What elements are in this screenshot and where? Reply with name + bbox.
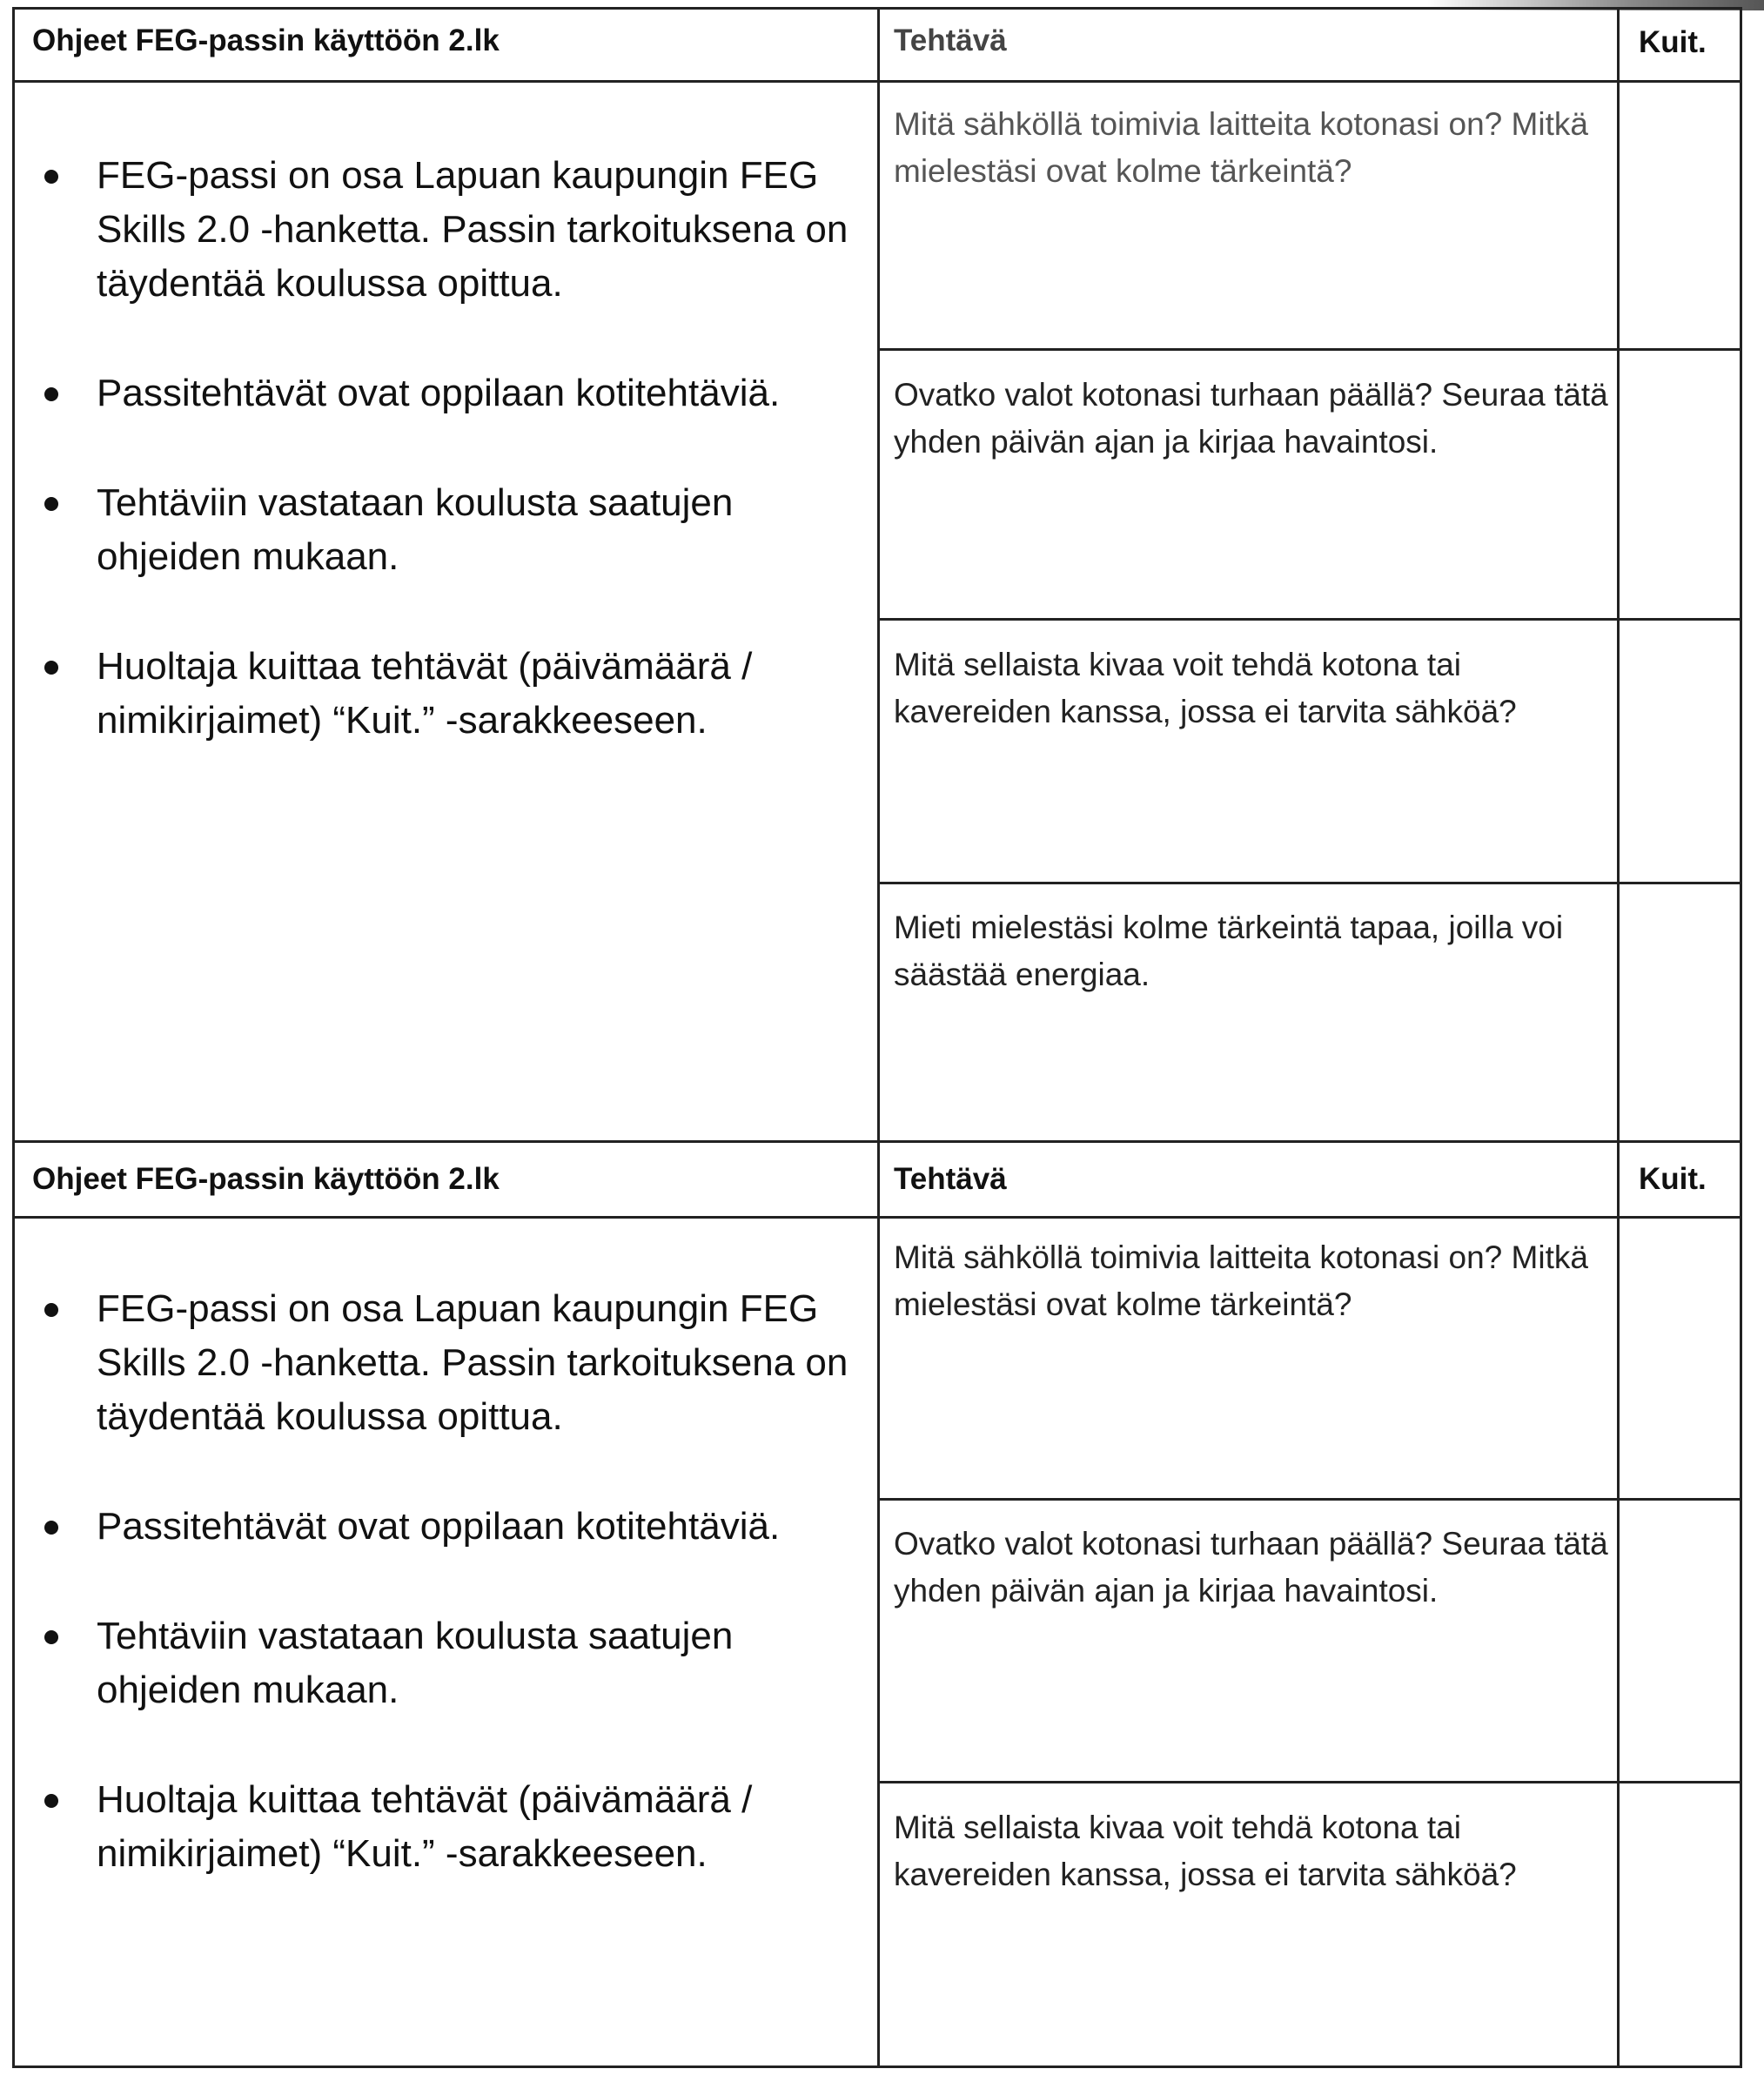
feg-passport-table-2	[12, 1140, 1742, 2068]
ack-cell[interactable]	[1620, 1219, 1740, 1498]
instruction-text: FEG-passi on osa Lapuan kaupungin FEG Skills 2.0 -hanketta. Passin tarkoituksena on täydentää koulussa opittua.	[97, 154, 848, 305]
bullet-icon	[44, 661, 58, 675]
header-divider	[15, 80, 1740, 83]
ack-cell[interactable]	[1620, 884, 1740, 1140]
instructions-heading: Ohjeet FEG-passin käyttöön 2.lk	[32, 1162, 500, 1196]
column-divider	[877, 1143, 880, 2065]
instructions-heading: Ohjeet FEG-passin käyttöön 2.lk	[32, 24, 500, 57]
ack-cell[interactable]	[1620, 83, 1740, 348]
ack-cell[interactable]	[1620, 1783, 1740, 2062]
ack-cell[interactable]	[1620, 1501, 1740, 1781]
task-text: Mitä sähköllä toimivia laitteita kotonasi on? Mitkä mielestäsi ovat kolme tärkeintä?	[894, 106, 1588, 189]
instruction-item	[15, 366, 872, 420]
bullet-icon	[44, 497, 58, 511]
instruction-text: Huoltaja kuittaa tehtävät (päivämäärä / nimikirjaimet) “Kuit.” -sarakkeeseen.	[97, 645, 753, 742]
header-divider	[15, 1216, 1740, 1219]
instruction-item	[15, 640, 872, 748]
task-text: Mitä sellaista kivaa voit tehdä kotona tai kavereiden kanssa, jossa ei tarvita sähköä?	[894, 1810, 1517, 1892]
instruction-item	[15, 149, 872, 311]
instruction-item	[15, 1773, 872, 1881]
row-divider	[877, 882, 1740, 884]
instructions-list	[15, 1282, 872, 1937]
ack-column-heading: Kuit.	[1639, 25, 1707, 59]
instruction-text: Passitehtävät ovat oppilaan kotitehtäviä.	[97, 1505, 781, 1548]
row-divider	[877, 618, 1740, 621]
row-divider	[877, 1781, 1740, 1783]
bullet-icon	[44, 170, 58, 184]
task-text: Mitä sellaista kivaa voit tehdä kotona tai kavereiden kanssa, jossa ei tarvita sähköä?	[894, 647, 1517, 729]
instructions-list	[15, 149, 872, 803]
instruction-item	[15, 1500, 872, 1554]
task-column-heading: Tehtävä	[894, 1162, 1007, 1196]
instruction-text: Tehtäviin vastataan koulusta saatujen ohjeiden mukaan.	[97, 1615, 734, 1711]
instruction-text: Huoltaja kuittaa tehtävät (päivämäärä / nimikirjaimet) “Kuit.” -sarakkeeseen.	[97, 1778, 753, 1875]
bullet-icon	[44, 387, 58, 401]
bullet-icon	[44, 1521, 58, 1535]
feg-passport-table-1	[12, 7, 1742, 1143]
instruction-item	[15, 476, 872, 584]
task-text: Mitä sähköllä toimivia laitteita kotonasi on? Mitkä mielestäsi ovat kolme tärkeintä?	[894, 1239, 1588, 1322]
task-column-heading: Tehtävä	[894, 24, 1007, 57]
task-text: Mieti mielestäsi kolme tärkeintä tapaa, joilla voi säästää energiaa.	[894, 910, 1564, 992]
task-text: Ovatko valot kotonasi turhaan päällä? Seuraa tätä yhden päivän ajan ja kirjaa havaintosi.	[894, 1526, 1608, 1609]
row-divider	[877, 1498, 1740, 1501]
instruction-item	[15, 1609, 872, 1717]
column-divider	[877, 10, 880, 1140]
instruction-text: FEG-passi on osa Lapuan kaupungin FEG Skills 2.0 -hanketta. Passin tarkoituksena on täydentää koulussa opittua.	[97, 1287, 848, 1438]
bullet-icon	[44, 1794, 58, 1808]
instruction-item	[15, 1282, 872, 1444]
bullet-icon	[44, 1303, 58, 1317]
instruction-text: Tehtäviin vastataan koulusta saatujen ohjeiden mukaan.	[97, 481, 734, 578]
ack-column-heading: Kuit.	[1639, 1162, 1707, 1196]
ack-cell[interactable]	[1620, 621, 1740, 882]
task-text: Ovatko valot kotonasi turhaan päällä? Seuraa tätä yhden päivän ajan ja kirjaa havaintosi.	[894, 377, 1608, 460]
instruction-text: Passitehtävät ovat oppilaan kotitehtäviä.	[97, 372, 781, 414]
ack-cell[interactable]	[1620, 351, 1740, 618]
row-divider	[877, 348, 1740, 351]
bullet-icon	[44, 1630, 58, 1644]
